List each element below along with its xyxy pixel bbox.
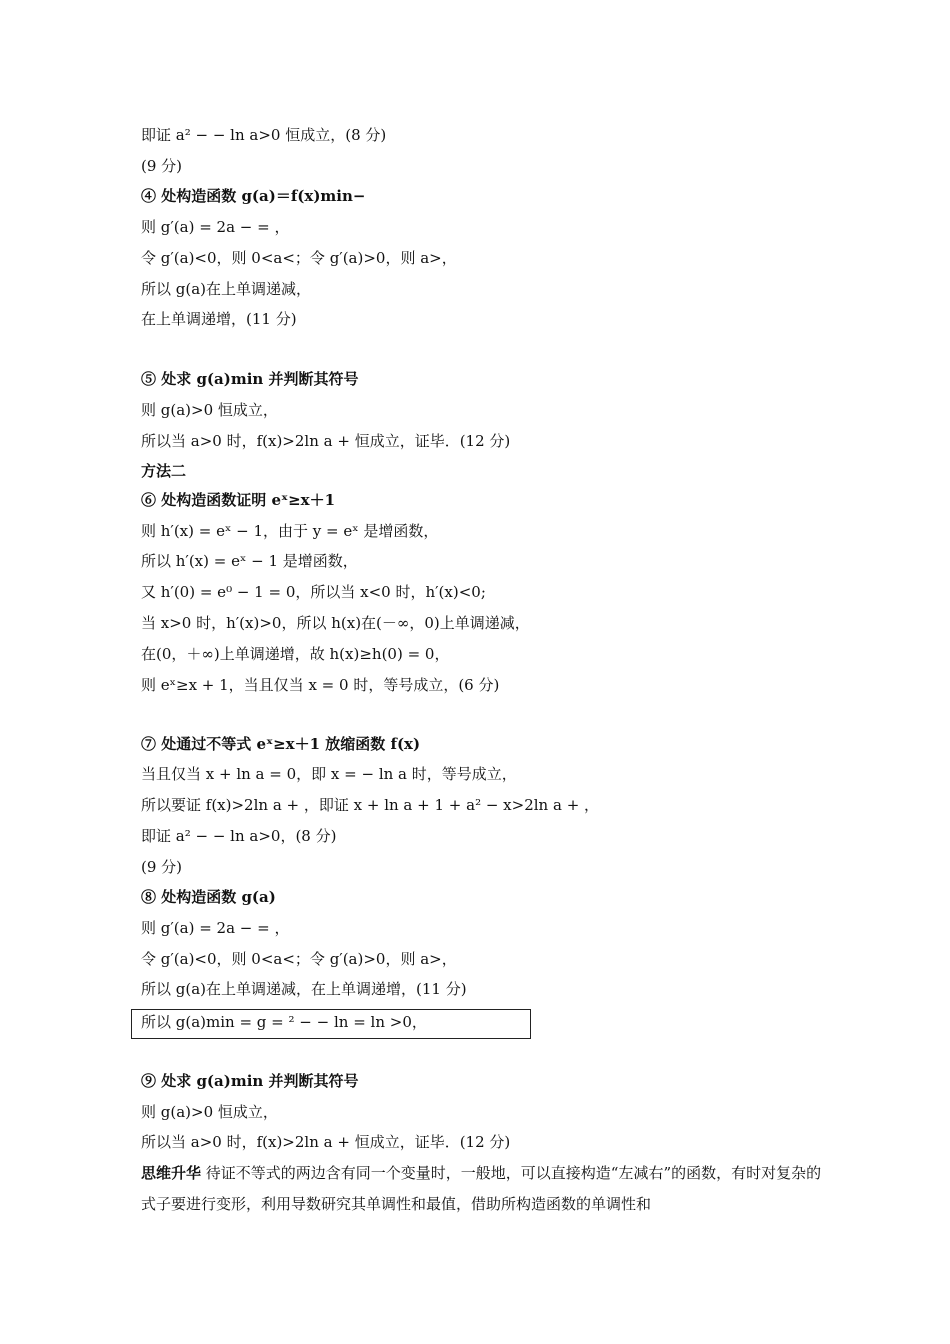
- line: 所以 g(a)在上单调递减，: [141, 280, 312, 298]
- step-heading: ⑨ 处求 g(a)min 并判断其符号: [141, 1072, 359, 1090]
- line: 在(0，＋∞)上单调递增，故 h(x)≥h(0) = 0，: [141, 645, 450, 663]
- line: 当 x>0 时，h′(x)>0，所以 h(x)在(－∞，0)上单调递减，: [141, 614, 530, 632]
- line: 则 eˣ≥x + 1，当且仅当 x = 0 时，等号成立，(6 分): [141, 676, 500, 694]
- step-heading: ④ 处构造函数 g(a)＝f(x)min−: [141, 187, 366, 205]
- method-heading: 方法二: [141, 462, 187, 480]
- line: 所以当 a>0 时，f(x)>2ln a + 恒成立，证毕．(12 分): [141, 432, 511, 450]
- line: 则 g′(a) = 2a − = ，: [141, 218, 290, 236]
- line: 所以要证 f(x)>2ln a + ，即证 x + ln a + 1 + a² − x>2ln a + ，: [141, 796, 600, 814]
- step-heading: ⑦ 处通过不等式 eˣ≥x＋1 放缩函数 f(x): [141, 735, 421, 753]
- line: 在上单调递增，(11 分): [141, 310, 297, 328]
- line: 则 h′(x) = eˣ − 1，由于 y = eˣ 是增函数，: [141, 522, 439, 540]
- line: 则 g(a)>0 恒成立，: [141, 1103, 278, 1121]
- line: 所以 h′(x) = eˣ − 1 是增函数，: [141, 552, 358, 570]
- line: 则 g(a)>0 恒成立，: [141, 401, 278, 419]
- summary-text: 待证不等式的两边含有同一个变量时，一般地，可以直接构造“左减右”的函数，有时对复杂的式子要进行变形，利用导数研究其单调性和最值，借助所构造函数的单调性和: [141, 1164, 822, 1213]
- line: 令 g′(a)<0，则 0<a<；令 g′(a)>0，则 a>，: [141, 950, 457, 968]
- line: 即证 a² − − ln a>0 恒成立，(8 分): [141, 126, 387, 144]
- line: 所以 g(a)在上单调递减，在上单调递增，(11 分): [141, 980, 467, 998]
- line: 即证 a² − − ln a>0，(8 分): [141, 827, 337, 845]
- boxed-equation: 所以 g(a)min = g = ² − − ln = ln >0，: [141, 1013, 427, 1031]
- line: 令 g′(a)<0，则 0<a<；令 g′(a)>0，则 a>，: [141, 249, 457, 267]
- line: 当且仅当 x + ln a = 0，即 x = − ln a 时，等号成立，: [141, 765, 517, 783]
- line: 所以当 a>0 时，f(x)>2ln a + 恒成立，证毕．(12 分): [141, 1133, 511, 1151]
- step-heading: ⑧ 处构造函数 g(a): [141, 888, 276, 906]
- line: (9 分): [141, 157, 183, 175]
- line: 则 g′(a) = 2a − = ，: [141, 919, 290, 937]
- line: (9 分): [141, 858, 183, 876]
- summary-paragraph: [141, 1158, 831, 1220]
- summary-label: 思维升华: [141, 1164, 202, 1182]
- line: 又 h′(0) = e⁰ − 1 = 0，所以当 x<0 时，h′(x)<0;: [141, 583, 486, 601]
- step-heading: ⑥ 处构造函数证明 eˣ≥x＋1: [141, 491, 336, 509]
- step-heading: ⑤ 处求 g(a)min 并判断其符号: [141, 370, 359, 388]
